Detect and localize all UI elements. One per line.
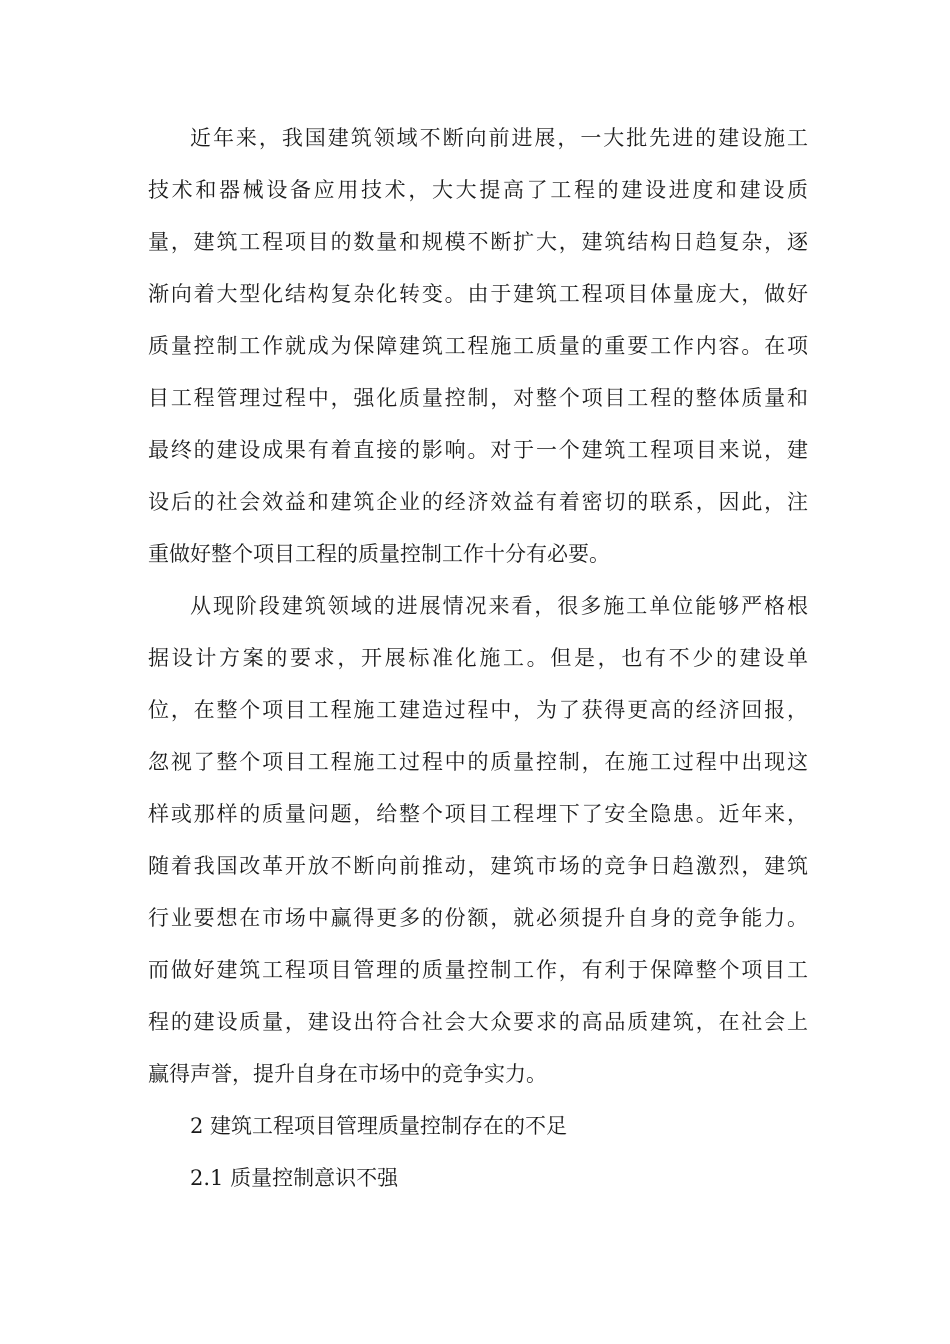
paragraph-1-line-5: 质量控制工作就成为保障建筑工程施工质量的重要工作内容。在项 (148, 334, 808, 358)
paragraph-2-line-2: 据设计方案的要求，开展标准化施工。但是，也有不少的建设单 (148, 646, 808, 670)
paragraph-2-line-4: 忽视了整个项目工程施工过程中的质量控制，在施工过程中出现这 (148, 750, 808, 774)
paragraph-2-line-10: 赢得声誉，提升自身在市场中的竞争实力。 (148, 1062, 547, 1086)
paragraph-2-line-9: 程的建设质量，建设出符合社会大众要求的高品质建筑，在社会上 (148, 1010, 808, 1034)
paragraph-1-line-7: 最终的建设成果有着直接的影响。对于一个建筑工程项目来说，建 (148, 438, 808, 462)
section-heading: 2 建筑工程项目管理质量控制存在的不足 (190, 1114, 568, 1138)
paragraph-1-line-9: 重做好整个项目工程的质量控制工作十分有必要。 (148, 542, 610, 566)
paragraph-2-line-1: 从现阶段建筑领域的进展情况来看，很多施工单位能够严格根 (190, 594, 808, 618)
paragraph-2-line-8: 而做好建筑工程项目管理的质量控制工作，有利于保障整个项目工 (148, 958, 808, 982)
paragraph-1-line-4: 渐向着大型化结构复杂化转变。由于建筑工程项目体量庞大，做好 (148, 282, 808, 306)
paragraph-1-line-6: 目工程管理过程中，强化质量控制，对整个项目工程的整体质量和 (148, 386, 808, 410)
paragraph-2-line-5: 样或那样的质量问题，给整个项目工程埋下了安全隐患。近年来， (148, 802, 808, 826)
paragraph-2-line-3: 位，在整个项目工程施工建造过程中，为了获得更高的经济回报， (148, 698, 808, 722)
paragraph-1-line-8: 设后的社会效益和建筑企业的经济效益有着密切的联系，因此，注 (148, 490, 808, 514)
subsection-heading: 2.1 质量控制意识不强 (190, 1166, 399, 1190)
paragraph-1-line-1: 近年来，我国建筑领域不断向前进展，一大批先进的建设施工 (190, 126, 808, 150)
paragraph-2-line-6: 随着我国改革开放不断向前推动，建筑市场的竞争日趋激烈，建筑 (148, 854, 808, 878)
paragraph-1-line-2: 技术和器械设备应用技术，大大提高了工程的建设进度和建设质 (148, 178, 808, 202)
paragraph-2-line-7: 行业要想在市场中赢得更多的份额，就必须提升自身的竞争能力。 (148, 906, 808, 930)
paragraph-1-line-3: 量，建筑工程项目的数量和规模不断扩大，建筑结构日趋复杂，逐 (148, 230, 808, 254)
